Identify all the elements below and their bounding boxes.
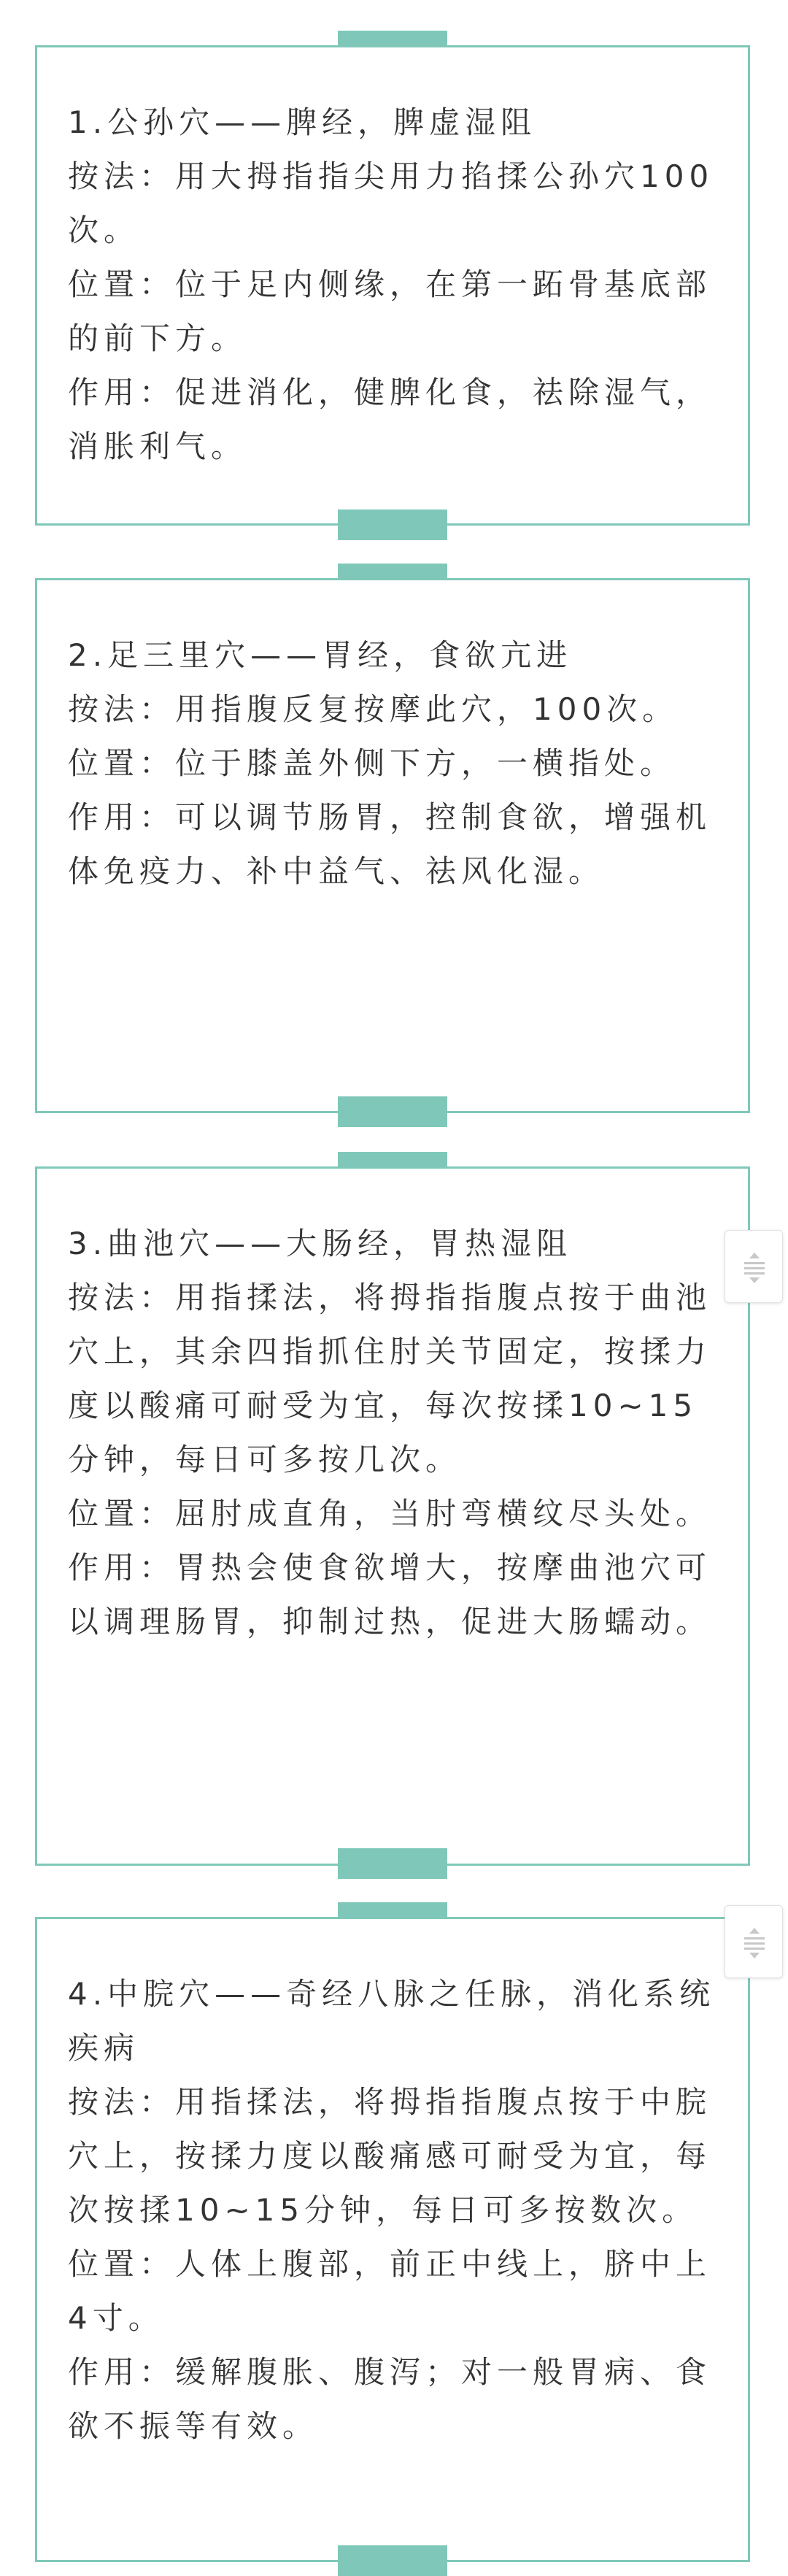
card-3 bbox=[35, 1166, 750, 1866]
card-2-content bbox=[68, 628, 717, 899]
card-1-content bbox=[68, 96, 717, 474]
card-3-effect: 作用：胃热会使食欲增大，按摩曲池穴可以调理肠胃，抑制过热，促进大肠蠕动。 bbox=[68, 1550, 712, 1639]
card-3-content bbox=[68, 1217, 717, 1649]
card-4-location: 位置：人体上腹部，前正中线上，脐中上4寸。 bbox=[68, 2246, 712, 2336]
card-2-effect: 作用：可以调节肠胃，控制食欲，增强机体免疫力、补中益气、祛风化湿。 bbox=[68, 799, 712, 889]
card-1-title: 1.公孙穴——脾经，脾虚湿阻 bbox=[68, 104, 537, 140]
card-4-title: 4.中脘穴——奇经八脉之任脉，消化系统疾病 bbox=[68, 1976, 716, 2066]
card-1-location: 位置：位于足内侧缘，在第一跖骨基底部的前下方。 bbox=[68, 266, 712, 356]
card-4-bottom-tab bbox=[338, 2545, 447, 2576]
card-4-content bbox=[68, 1967, 717, 2453]
card-1 bbox=[35, 45, 750, 526]
card-2-bottom-tab bbox=[338, 1096, 447, 1127]
card-4 bbox=[35, 1917, 750, 2562]
card-4-effect: 作用：缓解腹胀、腹泻；对一般胃病、食欲不振等有效。 bbox=[68, 2354, 712, 2444]
card-1-method: 按法：用大拇指指尖用力掐揉公孙穴100次。 bbox=[68, 158, 714, 248]
drag-handle-icon bbox=[725, 1906, 784, 1979]
card-1-bottom-tab bbox=[338, 510, 447, 540]
card-4-method: 按法：用指揉法，将拇指指腹点按于中脘穴上，按揉力度以酸痛感可耐受为宜，每次按揉10~15分钟，每日可多按数次。 bbox=[68, 2084, 712, 2228]
card-3-title: 3.曲池穴——大肠经，胃热湿阻 bbox=[68, 1226, 573, 1261]
card-2-title: 2.足三里穴——胃经，食欲亢进 bbox=[68, 637, 573, 673]
card-1-effect: 作用：促进消化，健脾化食，祛除湿气，消胀利气。 bbox=[68, 374, 712, 464]
card-3-location: 位置：屈肘成直角，当肘弯横纹尽头处。 bbox=[68, 1496, 712, 1531]
card-2-method: 按法：用指腹反复按摩此穴，100次。 bbox=[68, 691, 679, 727]
scroll-handle[interactable] bbox=[725, 1905, 783, 1978]
card-3-bottom-tab bbox=[338, 1848, 447, 1879]
scroll-handle[interactable] bbox=[725, 1230, 783, 1303]
drag-handle-icon bbox=[725, 1231, 784, 1304]
card-3-method: 按法：用指揉法，将拇指指腹点按于曲池穴上，其余四指抓住肘关节固定，按揉力度以酸痛可耐受为宜，每次按揉10~15分钟，每日可多按几次。 bbox=[68, 1280, 712, 1477]
card-2-location: 位置：位于膝盖外侧下方，一横指处。 bbox=[68, 745, 676, 781]
card-2 bbox=[35, 578, 750, 1113]
